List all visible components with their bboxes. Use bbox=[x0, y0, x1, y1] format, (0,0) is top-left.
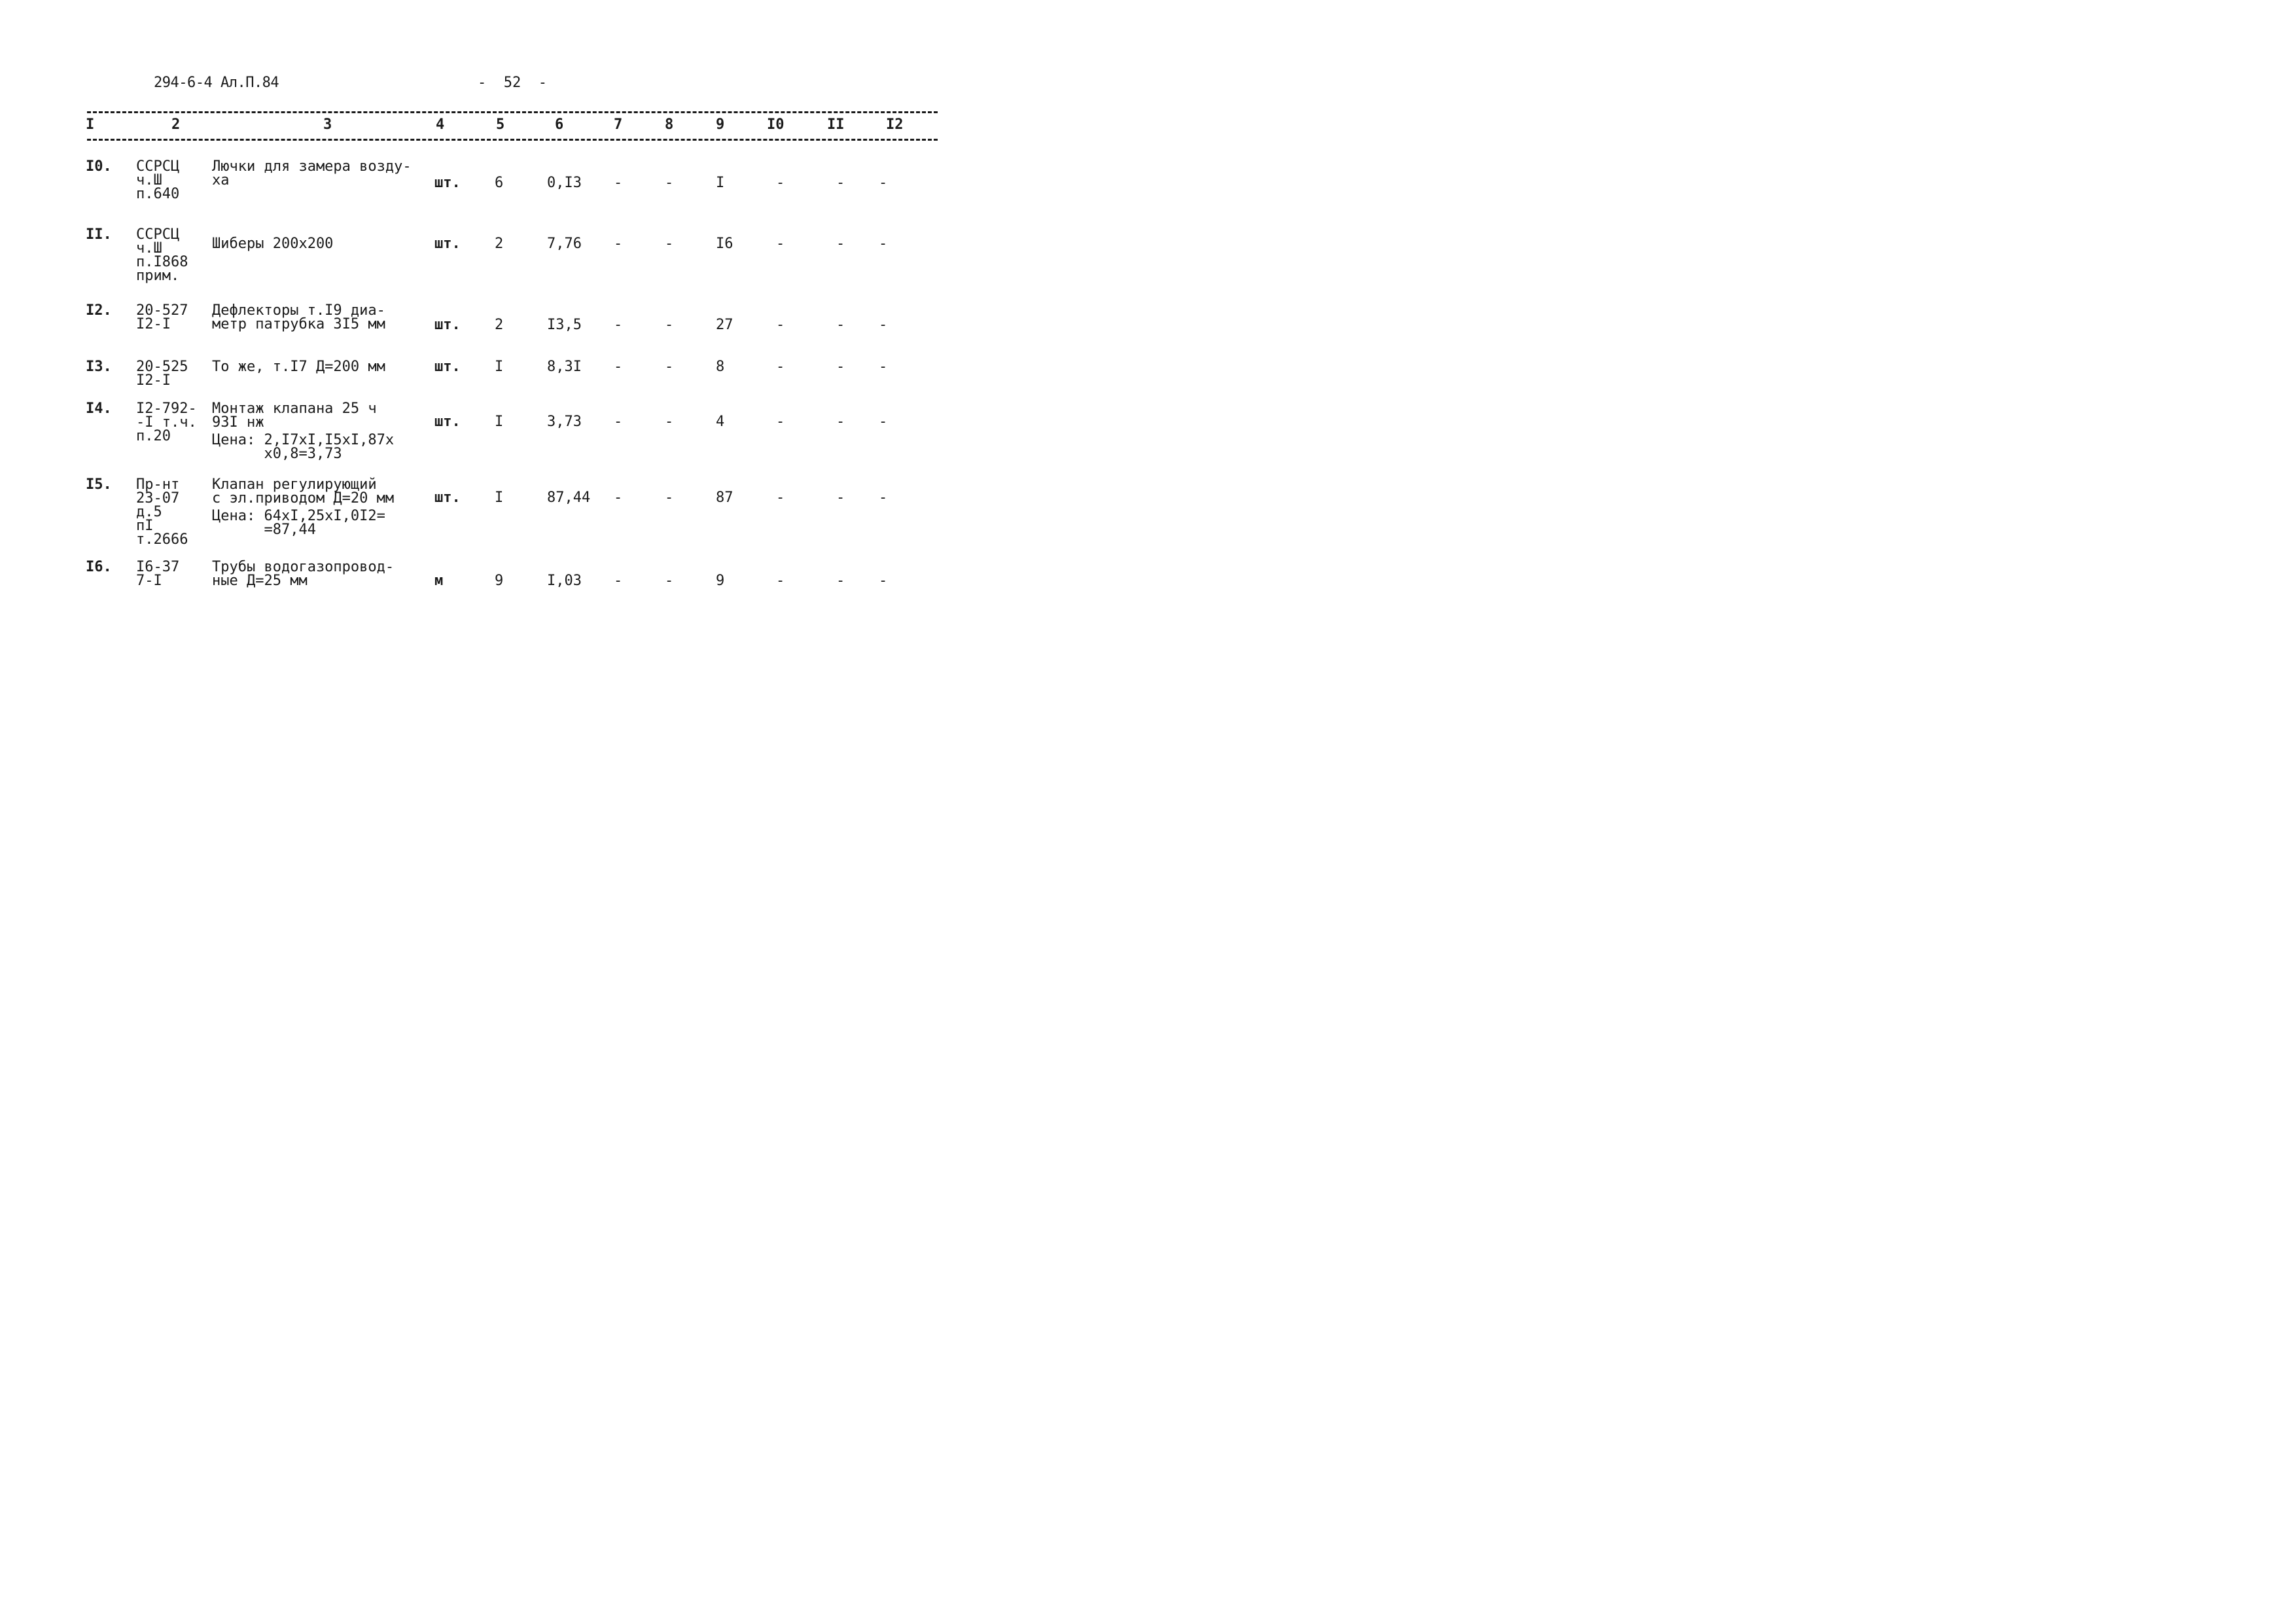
row-name-text: Трубы водогазопровод- ные Д=25 мм bbox=[212, 559, 395, 589]
row-value: 7,76 bbox=[547, 236, 582, 252]
row-col8: - bbox=[665, 175, 674, 191]
row-quantity: 2 bbox=[495, 236, 504, 252]
row-col11: - bbox=[836, 414, 845, 430]
row-price-formula: Цена: 64хI,25хI,0I2= =87,44 bbox=[212, 508, 385, 538]
row-col8: - bbox=[665, 236, 674, 252]
row-unit: шт. bbox=[434, 236, 461, 252]
row-col9: 87 bbox=[716, 490, 733, 506]
row-col10: - bbox=[776, 236, 785, 252]
row-col8: - bbox=[665, 359, 674, 375]
row-col10: - bbox=[776, 490, 785, 506]
column-header: 2 bbox=[171, 116, 181, 133]
row-col7: - bbox=[614, 490, 623, 506]
row-number: I0. bbox=[86, 158, 112, 175]
row-col12: - bbox=[879, 317, 888, 333]
row-number: I2. bbox=[86, 302, 112, 319]
row-col10: - bbox=[776, 359, 785, 375]
row-col12: - bbox=[879, 175, 888, 191]
row-quantity: I bbox=[495, 359, 504, 375]
row-reference: I6-37 7-I bbox=[136, 559, 180, 589]
row-name-text: Шиберы 200х200 bbox=[212, 236, 334, 252]
column-header: 3 bbox=[323, 116, 332, 133]
row-quantity: 9 bbox=[495, 573, 504, 589]
row-name bbox=[212, 237, 333, 251]
row-col7: - bbox=[614, 573, 623, 589]
row-name bbox=[212, 402, 394, 461]
row-value: 87,44 bbox=[547, 490, 591, 506]
row-col9: I6 bbox=[716, 236, 733, 252]
row-value: 8,3I bbox=[547, 359, 582, 375]
row-col8: - bbox=[665, 317, 674, 333]
row-col12: - bbox=[879, 236, 888, 252]
row-name-text: Дефлекторы т.I9 диа- метр патрубка 3I5 мм bbox=[212, 302, 385, 332]
row-col7: - bbox=[614, 414, 623, 430]
row-name bbox=[212, 560, 394, 588]
column-header: I0 bbox=[767, 116, 785, 133]
column-header: 4 bbox=[436, 116, 445, 133]
row-col11: - bbox=[836, 573, 845, 589]
row-name-text: Монтаж клапана 25 ч 93I нж bbox=[212, 401, 377, 431]
row-col8: - bbox=[665, 490, 674, 506]
row-col10: - bbox=[776, 175, 785, 191]
row-name bbox=[212, 478, 394, 537]
page-number: - 52 - bbox=[478, 75, 547, 91]
column-header: I2 bbox=[886, 116, 904, 133]
row-unit: шт. bbox=[434, 490, 461, 506]
row-name-text: Лючки для замера возду- ха bbox=[212, 158, 412, 188]
row-unit: м bbox=[434, 573, 444, 589]
document-page bbox=[0, 0, 1016, 718]
column-header: 8 bbox=[665, 116, 674, 133]
row-reference: 20-525 I2-I bbox=[136, 359, 188, 389]
row-col12: - bbox=[879, 573, 888, 589]
row-number: II. bbox=[86, 226, 112, 243]
row-col12: - bbox=[879, 414, 888, 430]
row-reference: 20-527 I2-I bbox=[136, 302, 188, 332]
row-name bbox=[212, 360, 385, 374]
column-header: 9 bbox=[716, 116, 725, 133]
row-value: I,03 bbox=[547, 573, 582, 589]
row-col8: - bbox=[665, 414, 674, 430]
row-number: I5. bbox=[86, 476, 112, 493]
row-col9: 8 bbox=[716, 359, 725, 375]
row-name bbox=[212, 304, 385, 331]
row-col8: - bbox=[665, 573, 674, 589]
column-header: I bbox=[86, 116, 95, 133]
row-number: I3. bbox=[86, 359, 112, 375]
row-col12: - bbox=[879, 490, 888, 506]
row-value: I3,5 bbox=[547, 317, 582, 333]
table-column-header-row bbox=[0, 115, 1016, 136]
row-quantity: I bbox=[495, 490, 504, 506]
row-col7: - bbox=[614, 359, 623, 375]
row-col10: - bbox=[776, 317, 785, 333]
column-header: 5 bbox=[496, 116, 505, 133]
row-reference: Пр-нт 23-07 д.5 пI т.2666 bbox=[136, 476, 188, 548]
column-header: II bbox=[827, 116, 845, 133]
row-col12: - bbox=[879, 359, 888, 375]
row-unit: шт. bbox=[434, 359, 461, 375]
row-col9: 27 bbox=[716, 317, 733, 333]
column-header: 7 bbox=[614, 116, 623, 133]
row-number: I6. bbox=[86, 559, 112, 575]
row-quantity: 2 bbox=[495, 317, 504, 333]
row-col10: - bbox=[776, 414, 785, 430]
row-reference: I2-792- -I т.ч. п.20 bbox=[136, 401, 197, 444]
document-code: 294-6-4 Ал.П.84 bbox=[154, 75, 279, 91]
row-unit: шт. bbox=[434, 414, 461, 430]
row-col11: - bbox=[836, 490, 845, 506]
row-col7: - bbox=[614, 175, 623, 191]
row-col7: - bbox=[614, 317, 623, 333]
row-quantity: I bbox=[495, 414, 504, 430]
row-price-formula: Цена: 2,I7хI,I5хI,87х х0,8=3,73 bbox=[212, 432, 395, 462]
row-col9: I bbox=[716, 175, 725, 191]
row-quantity: 6 bbox=[495, 175, 504, 191]
column-header: 6 bbox=[555, 116, 564, 133]
row-col7: - bbox=[614, 236, 623, 252]
table-top-rule bbox=[87, 111, 938, 113]
row-unit: шт. bbox=[434, 317, 461, 333]
row-col11: - bbox=[836, 236, 845, 252]
row-unit: шт. bbox=[434, 175, 461, 191]
row-col10: - bbox=[776, 573, 785, 589]
row-name-text: То же, т.I7 Д=200 мм bbox=[212, 359, 385, 375]
row-number: I4. bbox=[86, 401, 112, 417]
row-col9: 4 bbox=[716, 414, 725, 430]
row-value: 3,73 bbox=[547, 414, 582, 430]
row-name-text: Клапан регулирующий с эл.приводом Д=20 мм bbox=[212, 476, 395, 507]
row-col11: - bbox=[836, 317, 845, 333]
table-header-rule bbox=[87, 139, 938, 141]
row-col9: 9 bbox=[716, 573, 725, 589]
row-col11: - bbox=[836, 359, 845, 375]
row-reference: ССРСЦ ч.Ш п.640 bbox=[136, 158, 180, 202]
page-header bbox=[0, 73, 1016, 94]
row-col11: - bbox=[836, 175, 845, 191]
row-name bbox=[212, 160, 412, 187]
row-reference: ССРСЦ ч.Ш п.I868 прим. bbox=[136, 226, 188, 284]
row-value: 0,I3 bbox=[547, 175, 582, 191]
